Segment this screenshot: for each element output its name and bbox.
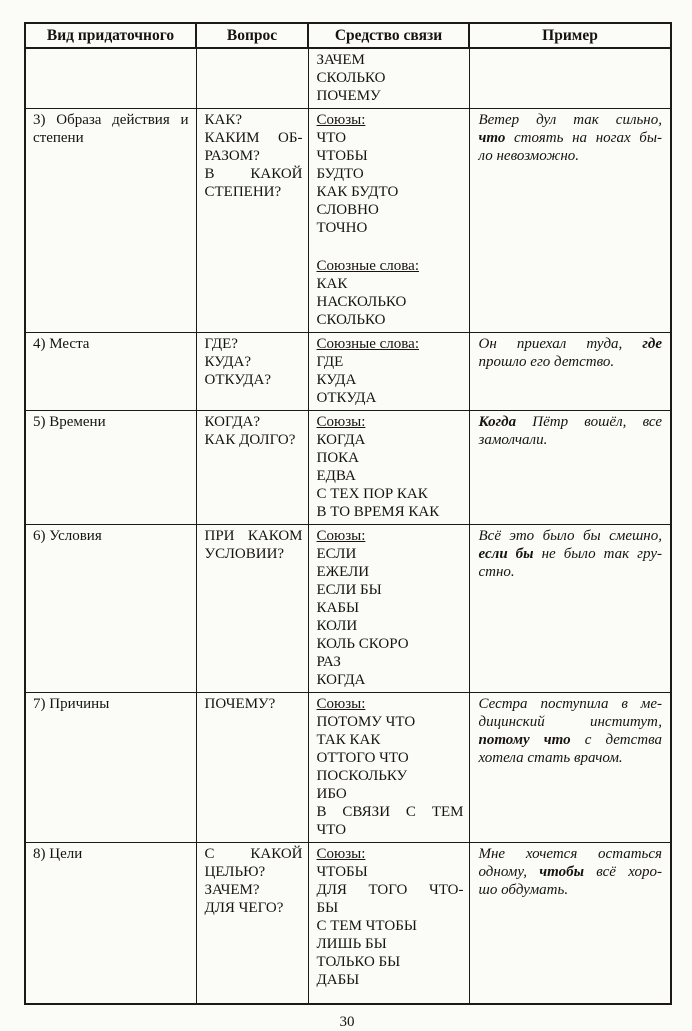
question-cell xyxy=(196,525,308,693)
clause-type-cell xyxy=(25,693,196,843)
text-line: ЗАЧЕМ? xyxy=(204,882,260,898)
clause-type-cell xyxy=(25,333,196,411)
text-line xyxy=(479,695,663,713)
example-connective-bold: Когда xyxy=(478,414,517,430)
text-line: ЕСЛИ xyxy=(316,546,357,562)
text-line: КУДА xyxy=(316,372,357,388)
text-line: БЫ xyxy=(316,900,339,916)
text-line: ЕЖЕЛИ xyxy=(316,564,370,580)
text-line xyxy=(479,335,663,353)
question-cell xyxy=(196,693,308,843)
text-line xyxy=(479,527,663,545)
text-line: КАК БУДТО xyxy=(316,184,399,200)
text-line xyxy=(479,731,663,749)
text-line: КАК xyxy=(316,276,348,292)
example-cell xyxy=(469,333,671,411)
table-header-row xyxy=(25,23,671,48)
table-row xyxy=(25,48,671,109)
question-cell xyxy=(196,333,308,411)
table-row xyxy=(25,411,671,525)
means-group xyxy=(317,111,464,237)
example-cell xyxy=(469,843,671,1005)
text-line: ГДЕ xyxy=(316,354,344,370)
means-group xyxy=(317,413,464,521)
text-line: степени xyxy=(33,130,84,146)
text-line xyxy=(479,563,663,581)
column-header-type: Вид придаточного xyxy=(25,23,196,48)
example-cell xyxy=(469,411,671,525)
text-line xyxy=(479,147,663,165)
text-line: ДЛЯ ЧЕГО? xyxy=(204,900,284,916)
text-line: КАК? xyxy=(204,112,242,128)
text-line: СКОЛЬКО xyxy=(316,70,386,86)
text-line: В СВЯЗИ С ТЕМ xyxy=(316,804,464,820)
example-text: стно. xyxy=(478,564,515,580)
means-group xyxy=(317,695,464,839)
text-line xyxy=(479,545,663,563)
text-line: ЗАЧЕМ xyxy=(316,52,365,68)
text-line: КОЛЬ СКОРО xyxy=(316,636,409,652)
table-row xyxy=(25,109,671,333)
text-line: ЕДВА xyxy=(316,468,356,484)
text-line: КОГДА xyxy=(316,432,366,448)
means-group xyxy=(317,845,464,989)
text-line: КУДА? xyxy=(204,354,252,370)
text-line: ПОКА xyxy=(316,450,360,466)
example-text: замолчали. xyxy=(478,432,548,448)
text-line: ЧТОБЫ xyxy=(316,864,368,880)
text-line: ДАБЫ xyxy=(316,972,360,988)
text-line xyxy=(479,863,663,881)
example-text: Пётр вошёл, все xyxy=(516,414,662,430)
example-text: шо обдумать. xyxy=(478,882,569,898)
example-text: Мне хочется остаться xyxy=(478,846,662,862)
text-line: УСЛОВИИ? xyxy=(204,546,285,562)
text-line: РАЗ xyxy=(316,654,341,670)
text-line: КОГДА? xyxy=(204,414,261,430)
table-row xyxy=(25,333,671,411)
text-line: ОТКУДА? xyxy=(204,372,272,388)
clause-type-cell xyxy=(25,525,196,693)
means-of-connection-cell xyxy=(308,411,469,525)
example-text: прошло его детство. xyxy=(478,354,615,370)
means-of-connection-cell xyxy=(308,525,469,693)
example-text: не было так гру- xyxy=(533,546,662,562)
example-text: Сестра поступила в ме- xyxy=(478,696,662,712)
text-line: 5) Времени xyxy=(33,414,106,430)
example-text: одному, xyxy=(478,864,540,880)
text-line: ЛИШЬ БЫ xyxy=(316,936,387,952)
example-text: Он приехал туда, xyxy=(478,336,643,352)
means-group-label: Союзы: xyxy=(316,414,366,430)
example-connective-bold: где xyxy=(642,336,662,352)
text-line: СТЕПЕНИ? xyxy=(204,184,282,200)
text-line: 6) Условия xyxy=(33,528,102,544)
text-line: В ТО ВРЕМЯ КАК xyxy=(316,504,440,520)
example-cell xyxy=(469,48,671,109)
text-line: 4) Места xyxy=(33,336,90,352)
means-group xyxy=(317,335,464,407)
text-line: КАБЫ xyxy=(316,600,360,616)
text-line: НАСКОЛЬКО xyxy=(316,294,407,310)
text-line: ИБО xyxy=(316,786,347,802)
example-text: Всё это было бы смешно, xyxy=(478,528,662,544)
means-group xyxy=(317,527,464,689)
text-line: ЦЕЛЬЮ? xyxy=(204,864,266,880)
text-line: ПОСКОЛЬКУ xyxy=(316,768,408,784)
example-connective-bold: чтобы xyxy=(539,864,585,880)
text-line: СЛОВНО xyxy=(316,202,379,218)
text-line: СКОЛЬКО xyxy=(316,312,386,328)
text-line: ПОЧЕМУ xyxy=(316,88,381,104)
text-line: ГДЕ? xyxy=(204,336,238,352)
example-connective-bold: что xyxy=(478,130,506,146)
text-line: ДЛЯ ТОГО ЧТО- xyxy=(316,882,464,898)
example-connective-bold: если бы xyxy=(478,546,534,562)
means-of-connection-cell xyxy=(308,109,469,333)
means-of-connection-cell xyxy=(308,333,469,411)
column-header-example: Пример xyxy=(469,23,671,48)
text-line: С ТЕМ ЧТОБЫ xyxy=(316,918,417,934)
text-line: 7) Причины xyxy=(33,696,110,712)
text-line: ТАК КАК xyxy=(316,732,381,748)
text-line: ЕСЛИ БЫ xyxy=(316,582,382,598)
column-header-means: Средство связи xyxy=(308,23,469,48)
clause-type-cell xyxy=(25,843,196,1005)
text-line: В КАКОЙ xyxy=(204,166,303,182)
text-line: КАКИМ ОБ- xyxy=(204,130,303,146)
text-line: 8) Цели xyxy=(33,846,83,862)
text-line: ПРИ КАКОМ xyxy=(204,528,303,544)
means-group-label: Союзы: xyxy=(316,528,366,544)
table-row xyxy=(25,693,671,843)
clause-type-cell xyxy=(25,411,196,525)
text-line xyxy=(479,413,663,431)
text-line xyxy=(479,111,663,129)
means-group-label: Союзы: xyxy=(316,846,366,862)
means-of-connection-cell xyxy=(308,48,469,109)
example-text: с детства xyxy=(570,732,662,748)
clause-type-cell xyxy=(25,48,196,109)
example-text: ло невозможно. xyxy=(478,148,580,164)
text-line: БУДТО xyxy=(316,166,364,182)
example-text: Ветер дул так сильно, xyxy=(478,112,662,128)
text-line: ТОЧНО xyxy=(316,220,368,236)
text-line xyxy=(479,845,663,863)
text-line: КОГДА xyxy=(316,672,366,688)
page-number: 30 xyxy=(339,1014,355,1030)
example-text: хотела стать врачом. xyxy=(478,750,623,766)
clause-type-cell xyxy=(25,109,196,333)
text-line: 3) Образа действия и xyxy=(33,112,189,128)
text-line xyxy=(479,749,663,767)
text-line xyxy=(479,713,663,731)
text-line: ЧТОБЫ xyxy=(316,148,368,164)
text-line xyxy=(479,431,663,449)
example-cell xyxy=(469,693,671,843)
table-body xyxy=(25,48,671,1004)
example-text: всё хоро- xyxy=(584,864,662,880)
text-line: РАЗОМ? xyxy=(204,148,260,164)
example-cell xyxy=(469,109,671,333)
subordinate-clauses-table xyxy=(24,22,672,1005)
means-group-label: Союзные слова: xyxy=(316,258,420,274)
text-line: ПОЧЕМУ? xyxy=(204,696,276,712)
example-cell xyxy=(469,525,671,693)
question-cell xyxy=(196,109,308,333)
text-line: ПОТОМУ ЧТО xyxy=(316,714,416,730)
text-line: ОТТОГО ЧТО xyxy=(316,750,409,766)
means-group-label: Союзы: xyxy=(316,112,366,128)
table-row xyxy=(25,525,671,693)
text-line: КОЛИ xyxy=(316,618,358,634)
means-group-label: Союзы: xyxy=(316,696,366,712)
example-connective-bold: потому что xyxy=(478,732,571,748)
text-line: С КАКОЙ xyxy=(204,846,303,862)
text-line xyxy=(479,353,663,371)
question-cell xyxy=(196,843,308,1005)
text-line: ЧТО xyxy=(316,822,347,838)
text-line: ТОЛЬКО БЫ xyxy=(316,954,401,970)
column-header-question: Вопрос xyxy=(196,23,308,48)
text-line: С ТЕХ ПОР КАК xyxy=(316,486,428,502)
means-group xyxy=(317,257,464,329)
text-line xyxy=(479,881,663,899)
example-text: стоять на ногах бы- xyxy=(505,130,662,146)
question-cell xyxy=(196,411,308,525)
means-group xyxy=(317,51,464,105)
means-group-label: Союзные слова: xyxy=(316,336,420,352)
text-line xyxy=(479,129,663,147)
text-line: ОТКУДА xyxy=(316,390,377,406)
question-cell xyxy=(196,48,308,109)
text-line: ЧТО xyxy=(316,130,347,146)
means-of-connection-cell xyxy=(308,693,469,843)
example-text: дицинский институт, xyxy=(478,714,662,730)
text-line: КАК ДОЛГО? xyxy=(204,432,296,448)
table-row xyxy=(25,843,671,1005)
means-of-connection-cell xyxy=(308,843,469,1005)
